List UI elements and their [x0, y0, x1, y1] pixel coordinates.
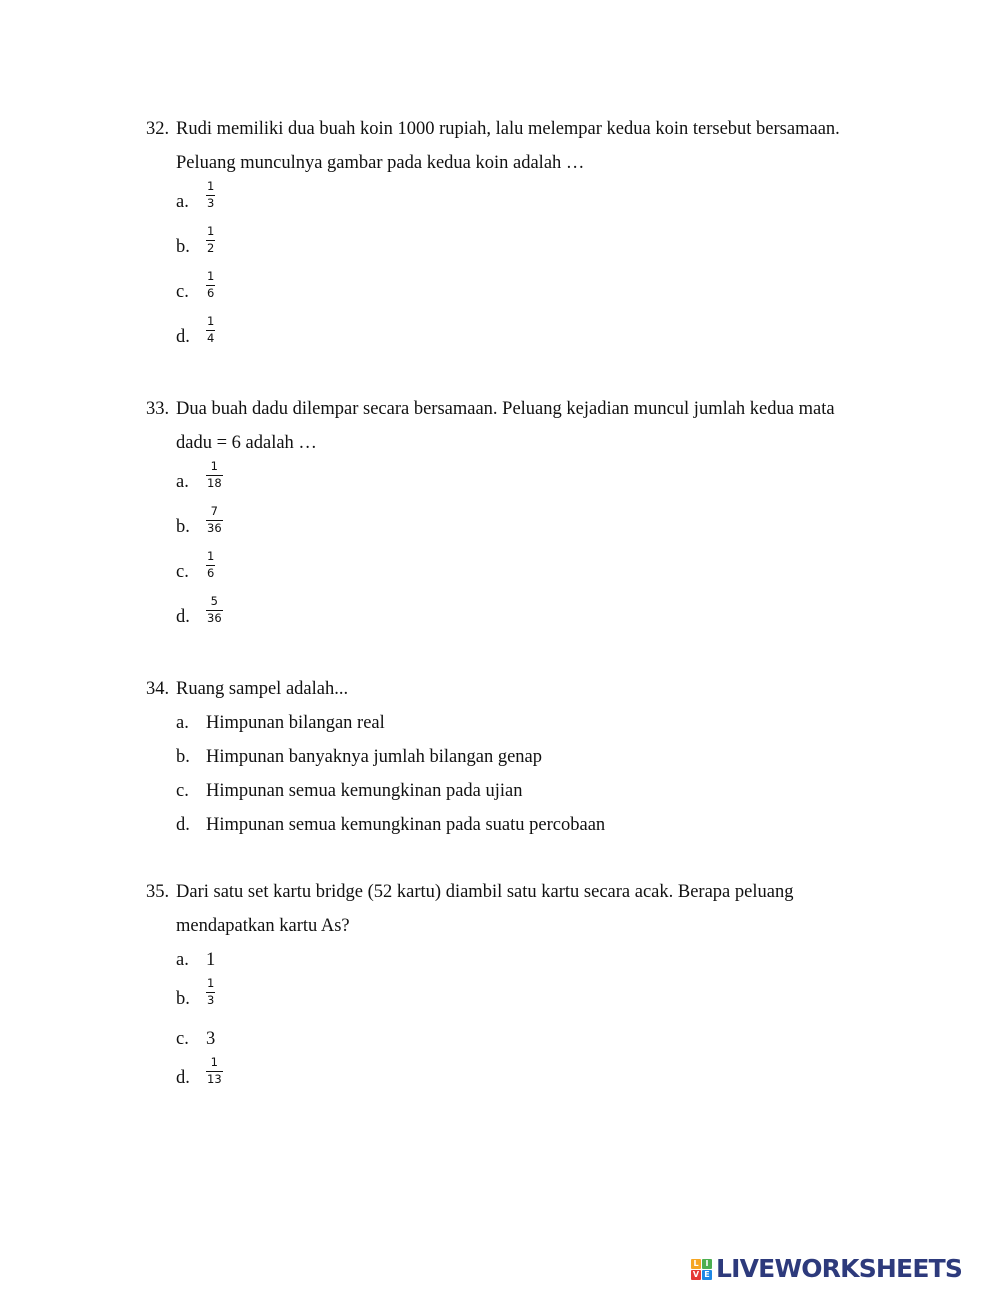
answer-option[interactable]	[176, 505, 906, 550]
option-fraction	[206, 550, 215, 580]
fraction-denominator: 6	[207, 566, 215, 580]
logo-text: LIVEWORKSHEETS	[716, 1254, 963, 1283]
answer-option[interactable]	[176, 180, 906, 225]
question-text	[146, 672, 906, 706]
option-letter: d.	[176, 607, 190, 627]
fraction-denominator: 18	[207, 476, 222, 490]
answer-option[interactable]	[176, 550, 906, 595]
logo-mark-icon	[691, 1259, 712, 1280]
fraction-denominator: 3	[207, 993, 215, 1007]
question-line: dadu = 6 adalah …	[176, 433, 317, 453]
answer-option[interactable]	[176, 460, 906, 505]
option-letter: b.	[176, 237, 190, 257]
option-letter: a.	[176, 713, 189, 733]
option-text: Himpunan banyaknya jumlah bilangan genap	[206, 747, 542, 767]
option-letter: b.	[176, 747, 190, 767]
option-fraction	[206, 977, 215, 1007]
answer-option[interactable]	[176, 706, 906, 740]
fraction-denominator: 36	[207, 611, 222, 625]
answer-option[interactable]	[176, 774, 906, 808]
fraction-denominator: 3	[207, 196, 215, 210]
question-line: Peluang munculnya gambar pada kedua koin adalah …	[176, 153, 585, 173]
question-35	[146, 875, 906, 1101]
option-letter: c.	[176, 1029, 189, 1049]
fraction-denominator: 2	[207, 241, 215, 255]
answer-option[interactable]	[176, 225, 906, 270]
fraction-numerator: 1	[207, 549, 215, 563]
fraction-denominator: 4	[207, 331, 215, 345]
answer-option[interactable]	[176, 270, 906, 315]
answer-option[interactable]	[176, 595, 906, 640]
option-fraction	[206, 180, 215, 210]
option-letter: c.	[176, 282, 189, 302]
question-32	[146, 112, 906, 360]
option-fraction	[206, 505, 223, 535]
option-fraction	[206, 460, 223, 490]
question-text	[146, 392, 906, 426]
option-fraction	[206, 225, 215, 255]
option-fraction	[206, 1056, 223, 1086]
option-letter: c.	[176, 781, 189, 801]
logo-mark-letter: E	[702, 1270, 712, 1280]
question-line: Dari satu set kartu bridge (52 kartu) diambil satu kartu secara acak. Berapa peluang	[176, 882, 794, 902]
answer-option[interactable]	[176, 977, 906, 1022]
answer-option[interactable]	[176, 808, 906, 842]
question-34	[146, 672, 906, 842]
option-text: Himpunan bilangan real	[206, 713, 385, 733]
option-text: 1	[206, 950, 216, 970]
liveworksheets-logo	[691, 1254, 962, 1284]
question-text-continued	[146, 909, 906, 943]
question-number: 35.	[146, 882, 170, 902]
option-letter: a.	[176, 192, 189, 212]
logo-mark-letter: I	[702, 1259, 712, 1269]
answer-option[interactable]	[176, 315, 906, 360]
fraction-numerator: 1	[207, 224, 215, 238]
option-letter: d.	[176, 815, 190, 835]
question-number: 32.	[146, 119, 170, 139]
option-text: 3	[206, 1029, 216, 1049]
question-text	[146, 875, 906, 909]
option-letter: d.	[176, 1068, 190, 1088]
option-fraction	[206, 270, 215, 300]
logo-mark-letter: V	[692, 1270, 700, 1279]
question-line: mendapatkan kartu As?	[176, 916, 350, 936]
option-letter: d.	[176, 327, 190, 347]
fraction-numerator: 1	[210, 1055, 218, 1069]
question-33	[146, 392, 906, 640]
fraction-numerator: 1	[207, 179, 215, 193]
fraction-numerator: 1	[207, 269, 215, 283]
option-fraction	[206, 595, 223, 625]
question-number: 34.	[146, 679, 170, 699]
answer-option[interactable]	[176, 1022, 906, 1056]
fraction-numerator: 7	[210, 504, 218, 518]
option-letter: b.	[176, 989, 190, 1009]
question-line: Rudi memiliki dua buah koin 1000 rupiah, lalu melempar kedua koin tersebut bersamaan.	[176, 119, 840, 139]
fraction-numerator: 1	[207, 976, 215, 990]
option-letter: c.	[176, 562, 189, 582]
answer-option[interactable]	[176, 943, 906, 977]
option-letter: b.	[176, 517, 190, 537]
question-text-continued	[146, 426, 906, 460]
question-text	[146, 112, 906, 146]
option-fraction	[206, 315, 215, 345]
answer-option[interactable]	[176, 740, 906, 774]
option-text: Himpunan semua kemungkinan pada suatu percobaan	[206, 815, 606, 835]
fraction-denominator: 36	[207, 521, 222, 535]
question-line: Dua buah dadu dilempar secara bersamaan. Peluang kejadian muncul jumlah kedua mata	[176, 399, 835, 419]
question-text-continued	[146, 146, 906, 180]
logo-mark-letter: L	[691, 1259, 701, 1269]
fraction-denominator: 6	[207, 286, 215, 300]
fraction-numerator: 1	[210, 459, 218, 473]
option-letter: a.	[176, 472, 189, 492]
question-number: 33.	[146, 399, 170, 419]
fraction-denominator: 13	[207, 1072, 222, 1086]
fraction-numerator: 5	[210, 594, 218, 608]
fraction-numerator: 1	[207, 314, 215, 328]
option-letter: a.	[176, 950, 189, 970]
question-line: Ruang sampel adalah...	[176, 679, 349, 699]
option-text: Himpunan semua kemungkinan pada ujian	[206, 781, 523, 801]
answer-option[interactable]	[176, 1056, 906, 1101]
